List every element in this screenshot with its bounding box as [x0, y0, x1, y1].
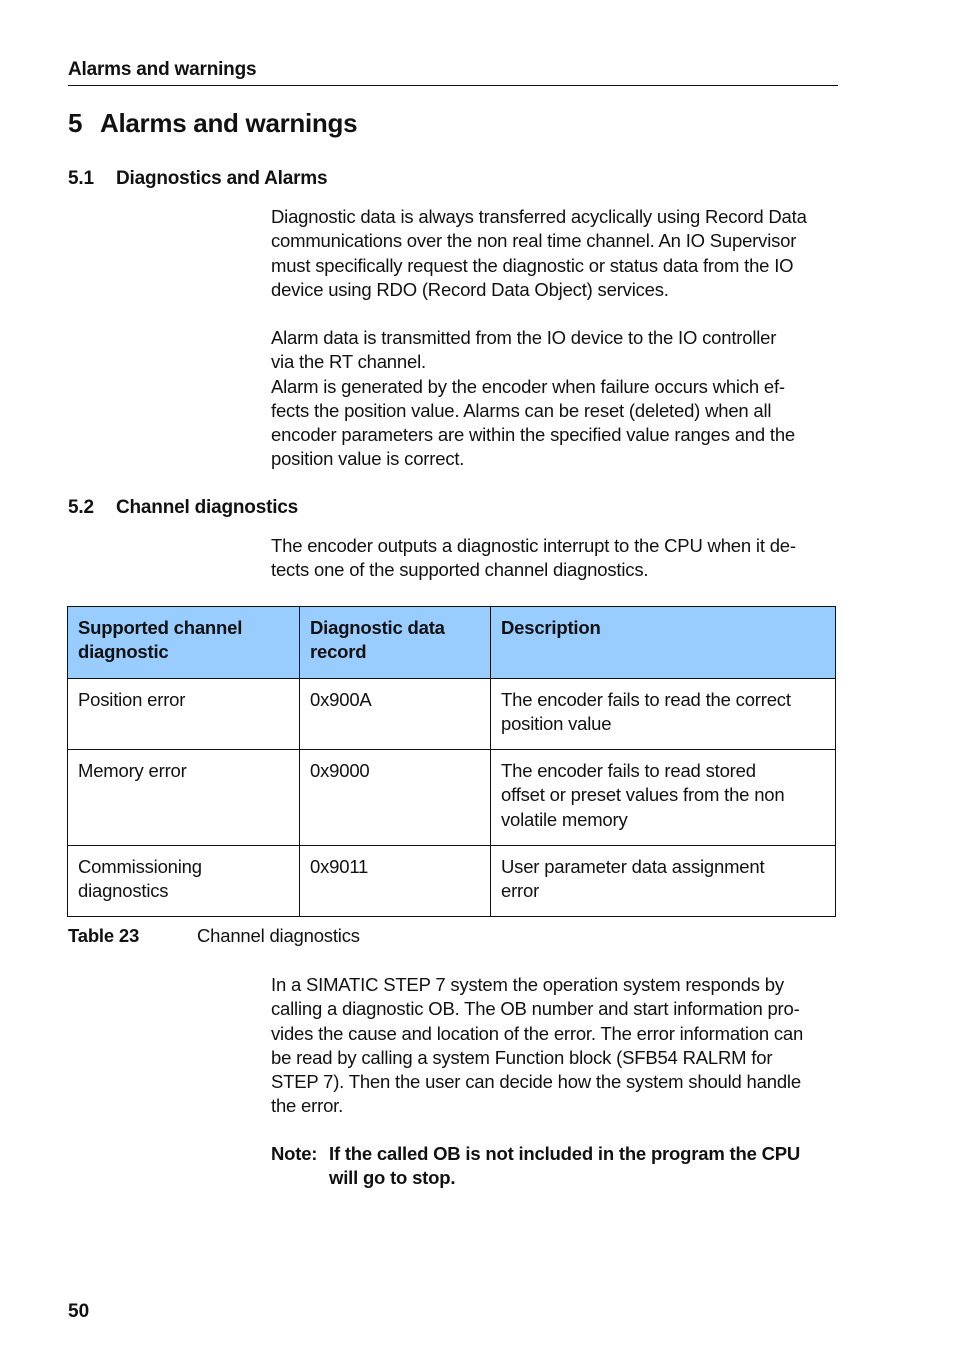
note-label: Note: — [271, 1143, 318, 1164]
table-caption-label: Table 23 — [68, 925, 140, 946]
table-caption-text: Channel diagnostics — [197, 925, 360, 946]
table-row — [68, 750, 836, 846]
section-5-1-title: Diagnostics and Alarms — [116, 168, 328, 189]
running-header: Alarms and warnings — [68, 59, 257, 80]
chapter-title: Alarms and warnings — [100, 108, 358, 138]
alarm-paragraph: Alarm data is transmitted from the IO device to the IO controller via the RT channel. Alarm is generated by the encoder when failure occurs which ef- fects the position value. Alarms can be reset (deleted) when all encoder parameters are within the specified value ranges and the position value is correct. — [271, 327, 796, 470]
table-cell: The encoder fails to read the correct position value — [491, 679, 836, 750]
table-caption — [68, 925, 360, 947]
table-cell: 0x9000 — [300, 750, 491, 846]
header-rule — [68, 85, 838, 86]
table-row — [68, 679, 836, 750]
chapter-heading — [68, 108, 357, 139]
table-header-row — [68, 607, 836, 679]
table-cell: Position error — [68, 679, 300, 750]
channel-diagnostics-intro: The encoder outputs a diagnostic interrupt to the CPU when it de- tects one of the supported channel diagnostics. — [271, 535, 796, 581]
page-number: 50 — [68, 1301, 90, 1322]
table-row — [68, 846, 836, 917]
table-cell: The encoder fails to read stored offset or preset values from the non volatile memory — [491, 750, 836, 846]
section-5-2-number: 5.2 — [68, 497, 94, 518]
simatic-paragraph: In a SIMATIC STEP 7 system the operation system responds by calling a diagnostic OB. The OB number and start information pro- vides the cause and location of the error. The error information can be read by calling a system Function block (SFB54 RALRM for STEP 7). Then the user can decide how the system should handle the error. — [271, 974, 804, 1117]
section-5-1-number: 5.1 — [68, 168, 94, 189]
column-header: Supported channel diagnostic — [68, 607, 300, 679]
section-5-2-title: Channel diagnostics — [116, 497, 299, 518]
note-block — [271, 1142, 837, 1191]
table-cell: 0x900A — [300, 679, 491, 750]
table-cell: Commissioning diagnostics — [68, 846, 300, 917]
channel-diagnostics-table — [67, 606, 836, 917]
table-cell: Memory error — [68, 750, 300, 846]
table-cell: 0x9011 — [300, 846, 491, 917]
section-5-2-heading — [68, 497, 298, 519]
diagnostics-paragraph: Diagnostic data is always transferred acyclically using Record Data communications over the non real time channel. An IO Supervisor must specifically request the diagnostic or status data from the IO device using RDO (Record Data Object) services. — [271, 206, 807, 300]
chapter-number: 5 — [68, 108, 83, 138]
section-5-1-heading — [68, 168, 327, 190]
column-header: Description — [491, 607, 836, 679]
column-header: Diagnostic data record — [300, 607, 491, 679]
note-text: If the called OB is not included in the program the CPU will go to stop. — [329, 1143, 801, 1189]
table-cell: User parameter data assignment error — [491, 846, 836, 917]
